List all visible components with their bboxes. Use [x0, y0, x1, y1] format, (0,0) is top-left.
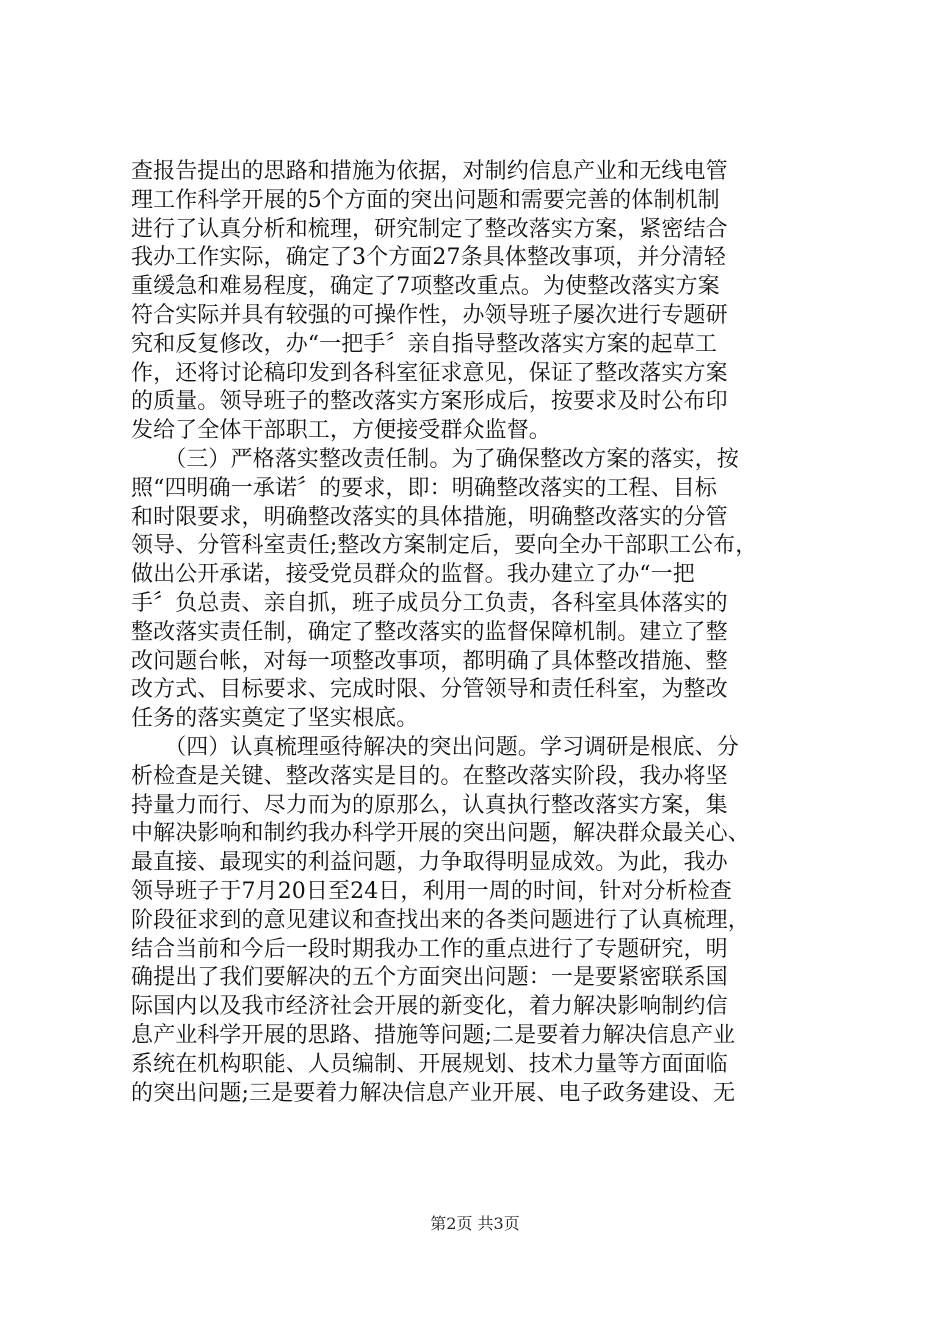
text-line: 持量力而行、尽力而为的原那么，认真执行整改落实方案，集 [131, 792, 728, 818]
text-line: 改方式、目标要求、完成时限、分管领导和责任科室，为整改 [131, 677, 728, 703]
text-line: （四）认真梳理亟待解决的突出问题。学习调研是根底、分 [131, 734, 739, 760]
text-line: 系统在机构职能、人员编制、开展规划、技术力量等方面面临 [131, 1051, 728, 1077]
text-line: 符合实际并具有较强的可操作性，办领导班子屡次进行专题研 [131, 302, 728, 328]
text-line: 理工作科学开展的5个方面的突出问题和需要完善的体制机制 [131, 187, 720, 213]
text-line: 最直接、最现实的利益问题，力争取得明显成效。为此，我办 [131, 850, 728, 876]
text-line: 的质量。领导班子的整改落实方案形成后，按要求及时公布印 [131, 389, 728, 415]
text-line: 手〞负总责、亲自抓，班子成员分工负责，各科室具体落实的 [131, 590, 728, 616]
text-line: 查报告提出的思路和措施为依据，对制约信息产业和无线电管 [131, 159, 728, 184]
page-number: 第2页 共3页 [430, 1214, 520, 1233]
text-line: 和时限要求，明确整改落实的具体措施，明确整改落实的分管 [131, 504, 728, 530]
text-line: 重缓急和难易程度，确定了7项整改重点。为使整改落实方案 [131, 274, 720, 300]
text-line: 究和反复修改，办“一把手〞亲自指导整改落实方案的起草工 [131, 331, 717, 357]
text-line: 任务的落实奠定了坚实根底。 [131, 706, 419, 732]
text-line: 中解决影响和制约我办科学开展的突出问题，解决群众最关心、 [131, 821, 750, 847]
text-line: 整改落实责任制，确定了整改落实的监督保障机制。建立了整 [131, 619, 728, 645]
text-line: 领导班子于7月20日至24日，利用一周的时间，针对分析检查 [131, 878, 732, 904]
text-line: 作，还将讨论稿印发到各科室征求意见，保证了整改落实方案 [131, 360, 728, 386]
text-line: 照“四明确一承诺〞的要求，即：明确整改落实的工程、目标 [131, 475, 717, 501]
text-line: 进行了认真分析和梳理，研究制定了整改落实方案，紧密结合 [131, 216, 728, 242]
text-line: 做出公开承诺，接受党员群众的监督。我办建立了办“一把 [131, 562, 695, 588]
text-line: 领导、分管科室责任;整改方案制定后，要向全办干部职工公布， [131, 533, 758, 559]
text-line: 改问题台帐，对每一项整改事项，都明确了具体整改措施、整 [131, 648, 728, 674]
text-line: 确提出了我们要解决的五个方面突出问题：一是要紧密联系国 [131, 965, 728, 991]
text-line: 发给了全体干部职工，方便接受群众监督。 [131, 418, 551, 444]
text-line: 的突出问题;三是要着力解决信息产业开展、电子政务建设、无 [131, 1080, 736, 1106]
text-line: （三）严格落实整改责任制。为了确保整改方案的落实，按 [131, 446, 739, 472]
text-line: 我办工作实际，确定了3个方面27条具体整改事项，并分清轻 [131, 245, 726, 271]
text-line: 息产业科学开展的思路、措施等问题;二是要着力解决信息产业 [131, 1022, 736, 1048]
text-line: 结合当前和今后一段时期我办工作的重点进行了专题研究，明 [131, 936, 728, 962]
text-line: 际国内以及我市经济社会开展的新变化，着力解决影响制约信 [131, 994, 728, 1020]
body-text [131, 158, 821, 1108]
text-line: 阶段征求到的意见建议和查找出来的各类问题进行了认真梳理， [131, 907, 750, 933]
page-footer [0, 1213, 950, 1235]
text-line: 析检查是关键、整改落实是目的。在整改落实阶段，我办将坚 [131, 763, 728, 789]
